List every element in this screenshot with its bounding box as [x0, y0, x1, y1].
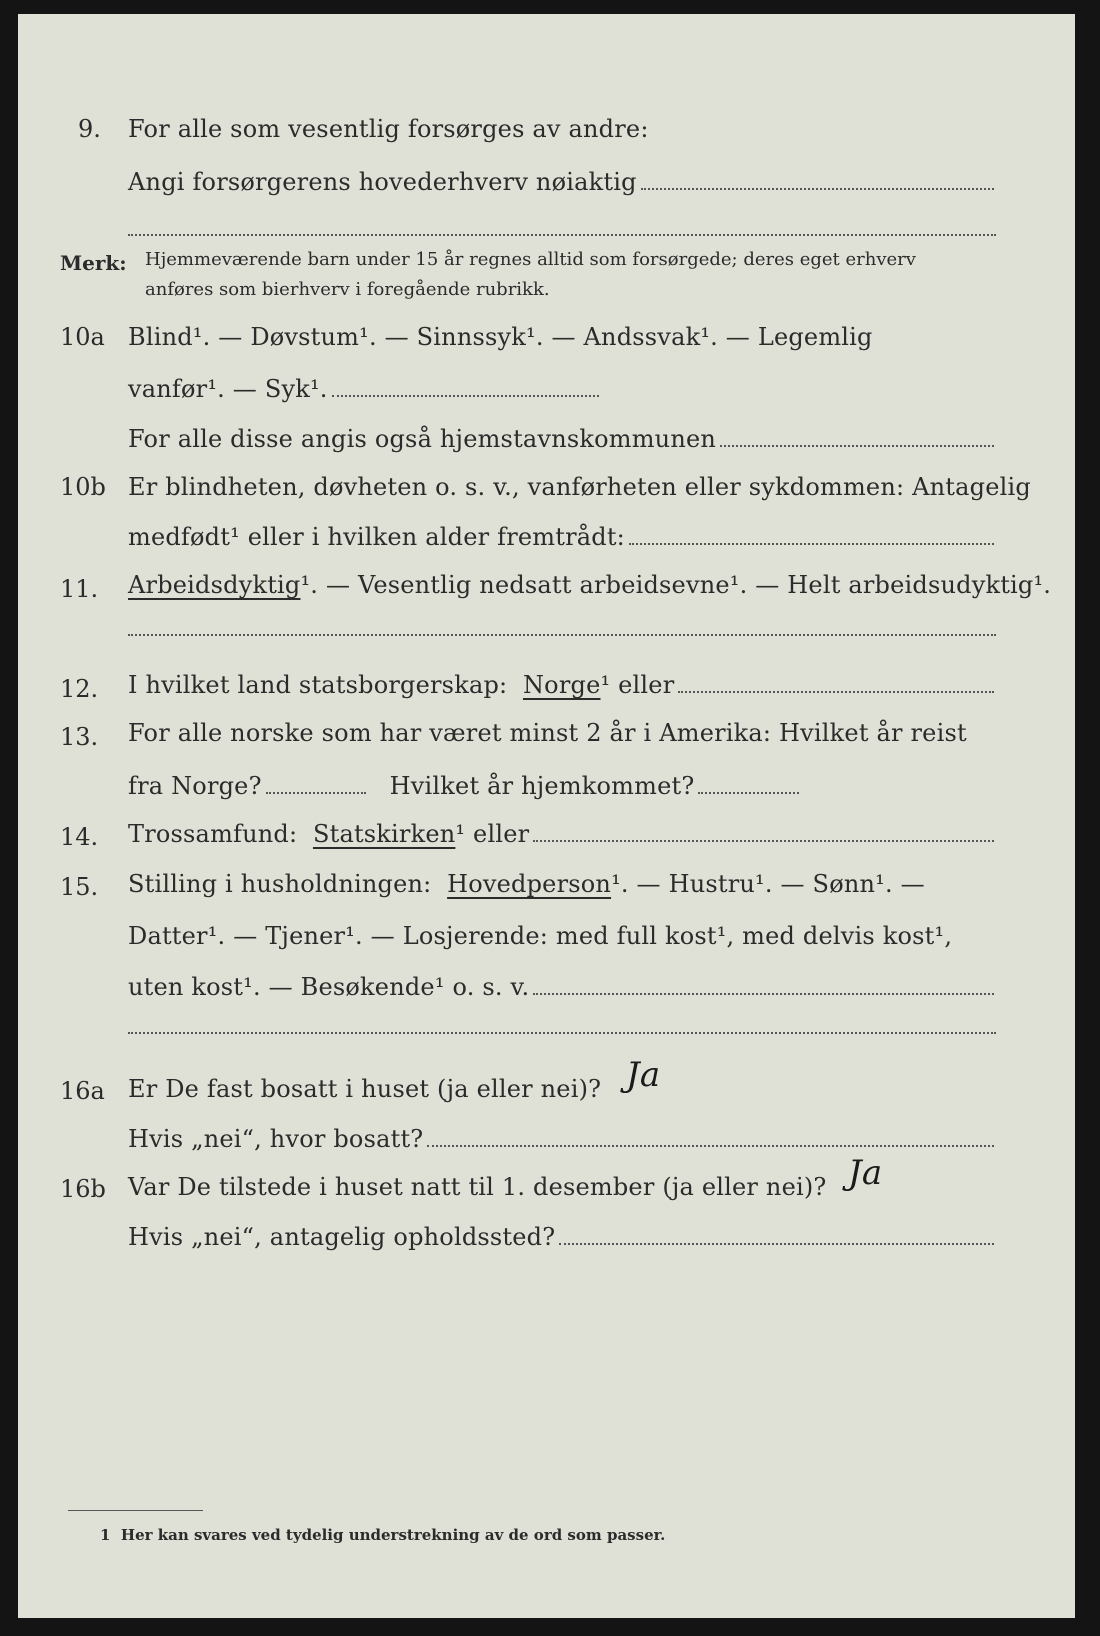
answer-line [533, 839, 994, 842]
q10a-line3-text: For alle disse angis også hjemstavnskommunen [128, 425, 717, 453]
q15-number: 15. [60, 873, 99, 901]
q15-rest1: ¹. — Hustru¹. — Sønn¹. — [611, 870, 925, 898]
q13-line2 [128, 771, 803, 801]
q12-number: 12. [60, 675, 99, 703]
q16b-number: 16b [60, 1175, 106, 1203]
q15-line3 [128, 972, 998, 1002]
q13-number: 13. [60, 723, 99, 751]
q15-line2: Datter¹. — Tjener¹. — Losjerende: med full kost¹, med delvis kost¹, [128, 922, 953, 950]
q16b-line2 [128, 1222, 998, 1252]
merk-label: Merk: [60, 251, 127, 275]
q9-line1: For alle som vesentlig forsørges av andre: [128, 115, 649, 143]
footnote-text: Her kan svares ved tydelig understrekning av de ord som passer. [120, 1526, 666, 1544]
answer-line [629, 542, 994, 545]
answer-line [332, 394, 599, 397]
q16a-handwritten-answer: Ja [626, 1055, 661, 1095]
q11-rest: ¹. — Vesentlig nedsatt arbeidsevne¹. — Helt arbeidsudyktig¹. [300, 571, 1052, 599]
q15-line1 [128, 869, 925, 899]
q10b-line1: Er blindheten, døvheten o. s. v., vanførheten eller sykdommen: Antagelig [128, 473, 1031, 501]
q13-line1: For alle norske som har været minst 2 år i Amerika: Hvilket år reist [128, 719, 967, 747]
answer-line [533, 992, 994, 995]
q14-number: 14. [60, 823, 99, 851]
q13-part1: fra Norge? [128, 772, 262, 800]
footnote-mark: 1 [100, 1526, 111, 1544]
q13-part2: Hvilket år hjemkommet? [389, 772, 695, 800]
answer-line [641, 187, 994, 190]
q9-line2 [128, 167, 998, 197]
q12-line [128, 670, 998, 700]
q16b-handwritten-answer: Ja [848, 1153, 883, 1193]
q10b-number: 10b [60, 473, 106, 501]
q10a-line2 [128, 374, 603, 404]
q11-line [128, 570, 1051, 600]
q16b-line1 [128, 1153, 883, 1202]
q16a-line2 [128, 1124, 998, 1154]
q15-option-hovedperson: Hovedperson [447, 870, 612, 898]
q14-suffix: ¹ eller [455, 820, 530, 848]
q10b-line2 [128, 522, 998, 552]
answer-line [678, 690, 994, 693]
q12-option-norge: Norge [522, 671, 601, 699]
q16a-number: 16a [60, 1077, 105, 1105]
answer-line [128, 634, 996, 636]
footnote [100, 1526, 665, 1544]
census-form-page [18, 14, 1075, 1618]
q15-prefix: Stilling i husholdningen: [128, 870, 432, 898]
answer-line [128, 234, 996, 236]
q10a-line3 [128, 424, 998, 454]
merk-line1: Hjemmeværende barn under 15 år regnes alltid som forsørgede; deres eget erhverv [145, 249, 916, 270]
merk-line2: anføres som bierhverv i foregående rubrikk. [145, 279, 550, 300]
q12-prefix: I hvilket land statsborgerskap: [128, 671, 508, 699]
q16a-line1-text: Er De fast bosatt i huset (ja eller nei)? [128, 1075, 602, 1103]
answer-line [698, 791, 799, 794]
q15-line3-text: uten kost¹. — Besøkende¹ o. s. v. [128, 973, 530, 1001]
answer-line [720, 444, 994, 447]
answer-line [128, 1032, 996, 1034]
q16b-line2-text: Hvis „nei“, antagelig opholdssted? [128, 1223, 556, 1251]
q11-option-arbeidsdyktig: Arbeidsdyktig [128, 571, 301, 599]
q10a-number: 10a [60, 323, 105, 351]
q10b-line2-text: medfødt¹ eller i hvilken alder fremtrådt: [128, 523, 625, 551]
q12-suffix: ¹ eller [600, 671, 675, 699]
q14-prefix: Trossamfund: [128, 820, 298, 848]
q16a-line2-text: Hvis „nei“, hvor bosatt? [128, 1125, 424, 1153]
q16b-line1-text: Var De tilstede i huset natt til 1. desember (ja eller nei)? [128, 1173, 827, 1201]
answer-line [266, 791, 366, 794]
q9-line2-text: Angi forsørgerens hovederhverv nøiaktig [128, 168, 637, 196]
q9-number: 9. [78, 115, 101, 143]
q16a-line1 [128, 1055, 661, 1104]
footnote-rule [68, 1510, 203, 1511]
answer-line [427, 1144, 994, 1147]
q11-number: 11. [60, 575, 99, 603]
q14-line [128, 819, 998, 849]
q10a-line2-text: vanfør¹. — Syk¹. [128, 375, 328, 403]
answer-line [559, 1242, 994, 1245]
q10a-line1: Blind¹. — Døvstum¹. — Sinnssyk¹. — Andssvak¹. — Legemlig [128, 323, 873, 351]
q14-option-statskirken: Statskirken [312, 820, 456, 848]
